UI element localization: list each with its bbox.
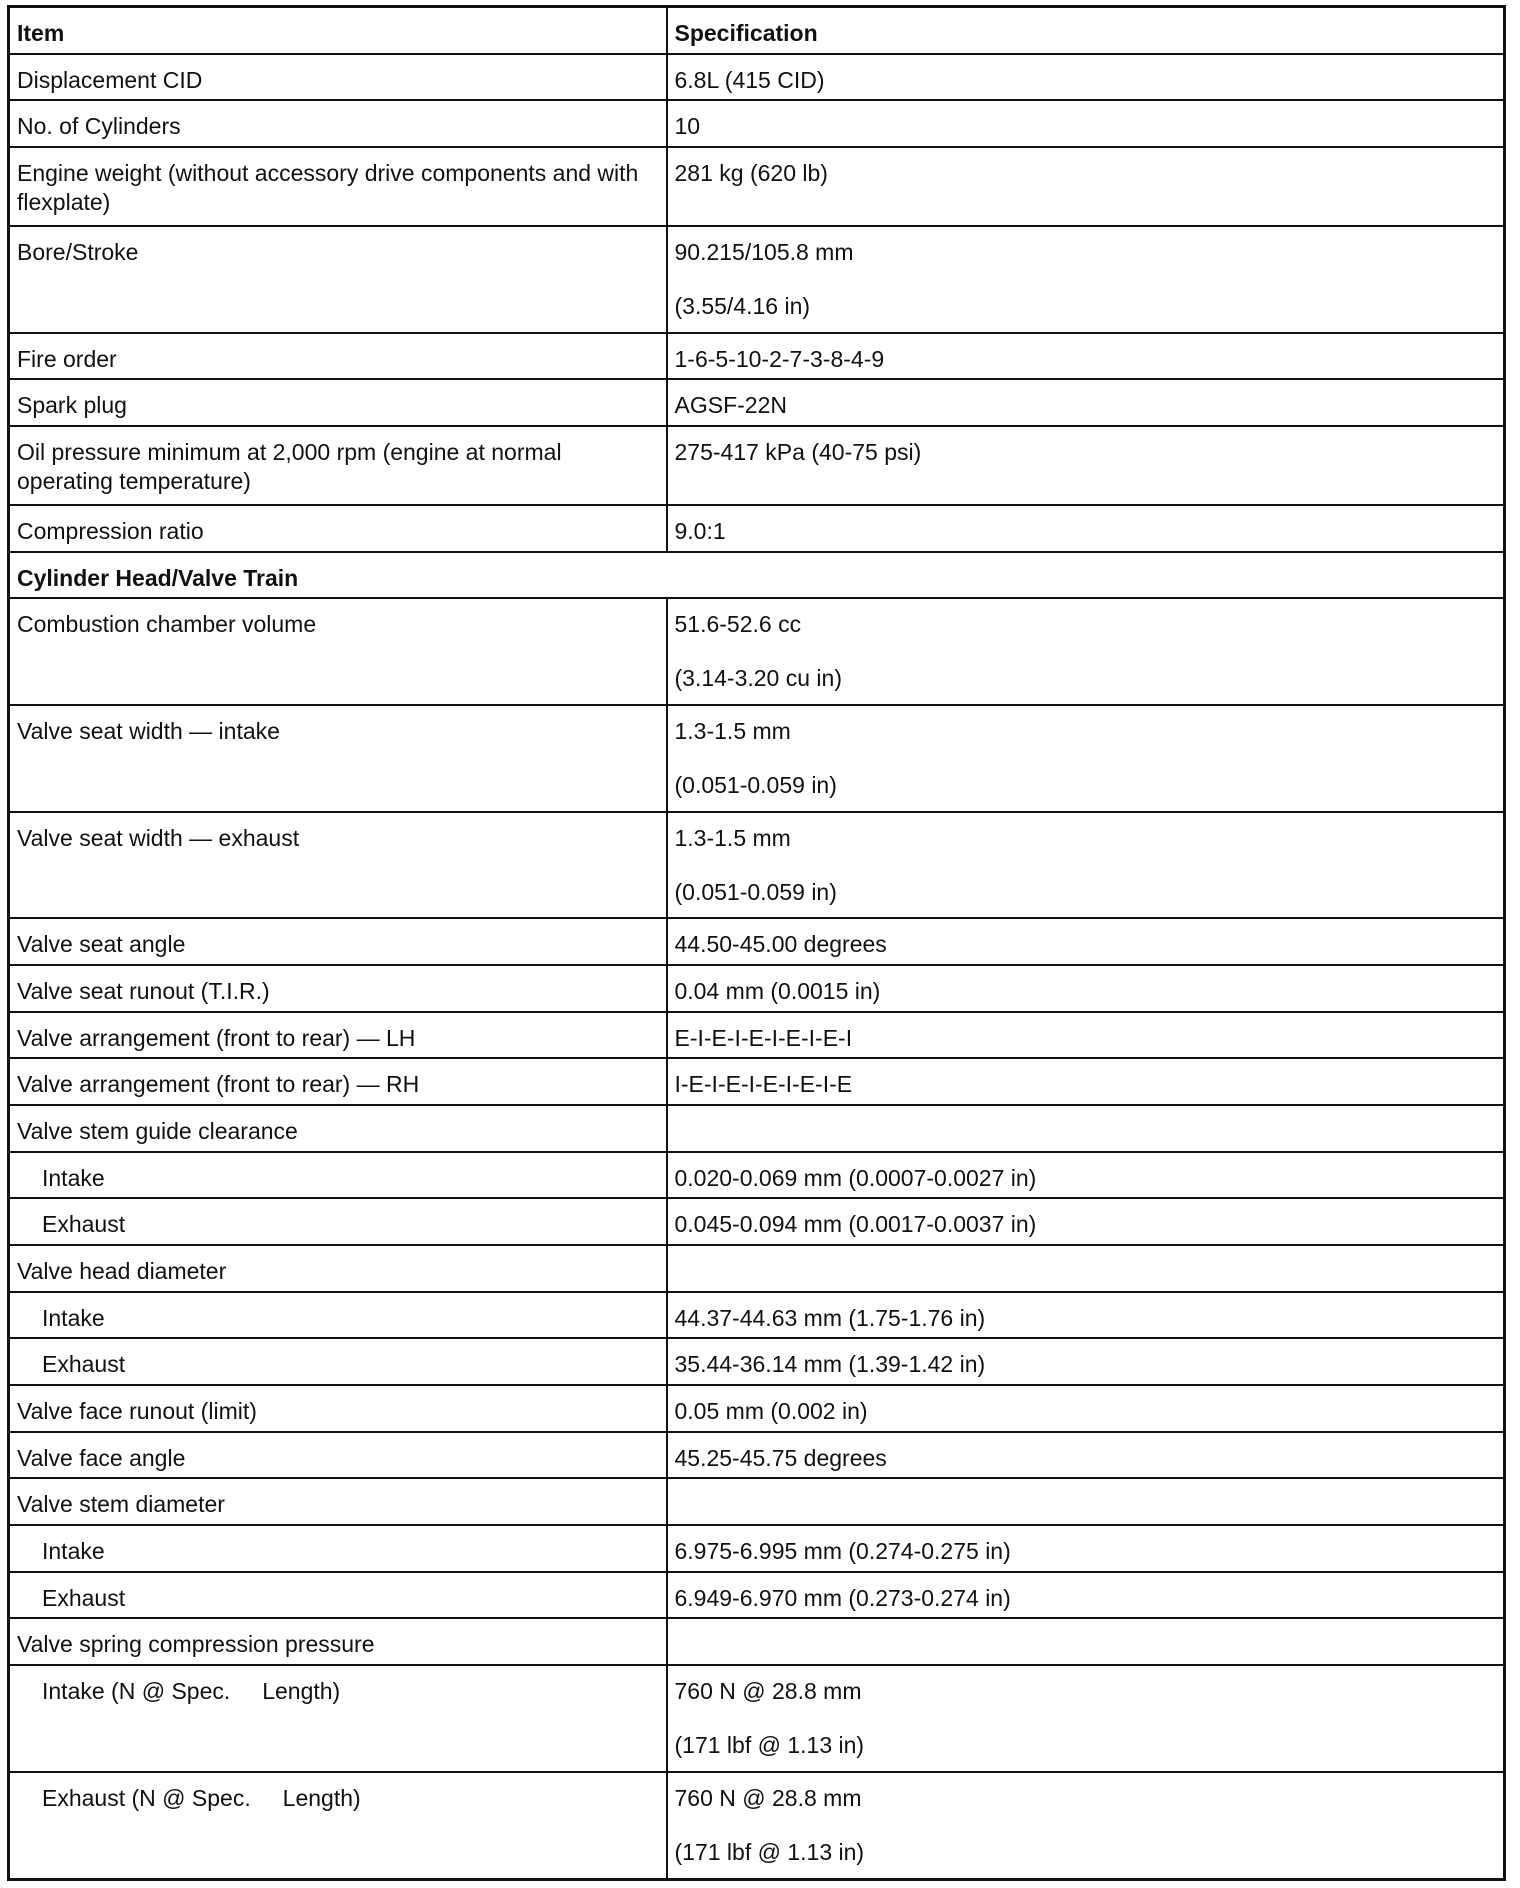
item-cell: Intake (N @ Spec. Length) xyxy=(9,1665,667,1772)
spec-metric: 90.215/105.8 mm xyxy=(674,238,854,265)
table-row xyxy=(9,1105,1505,1152)
item-cell: Displacement CID xyxy=(9,54,667,101)
spec-cell xyxy=(667,812,1505,919)
spec-imperial: (0.051-0.059 in) xyxy=(674,878,837,905)
spec-cell: 35.44-36.14 mm (1.39-1.42 in) xyxy=(667,1338,1505,1385)
spec-metric: 1.3-1.5 mm xyxy=(674,824,791,851)
item-cell: Engine weight (without accessory drive components and with flexplate) xyxy=(9,147,667,226)
spec-cell xyxy=(667,705,1505,812)
table-row xyxy=(9,1432,1505,1479)
spec-cell: E-I-E-I-E-I-E-I-E-I xyxy=(667,1012,1505,1059)
spec-cell xyxy=(667,1478,1505,1525)
section-row xyxy=(9,552,1505,599)
item-cell: Exhaust xyxy=(9,1572,667,1619)
item-cell: Bore/Stroke xyxy=(9,226,667,333)
item-cell: Intake xyxy=(9,1292,667,1339)
spec-cell xyxy=(667,1618,1505,1665)
item-cell: Valve stem guide clearance xyxy=(9,1105,667,1152)
table-row xyxy=(9,1525,1505,1572)
table-row xyxy=(9,226,1505,333)
item-cell: Compression ratio xyxy=(9,505,667,552)
item-cell: Valve head diameter xyxy=(9,1245,667,1292)
spec-cell: 281 kg (620 lb) xyxy=(667,147,1505,226)
spec-cell: 275-417 kPa (40-75 psi) xyxy=(667,426,1505,505)
spec-cell: AGSF-22N xyxy=(667,379,1505,426)
table-row xyxy=(9,812,1505,919)
spec-metric: 760 N @ 28.8 mm xyxy=(674,1784,862,1811)
table-row xyxy=(9,918,1505,965)
spec-metric: 51.6-52.6 cc xyxy=(674,611,802,638)
section-title: Cylinder Head/Valve Train xyxy=(9,552,1505,599)
table-row xyxy=(9,100,1505,147)
spec-table xyxy=(7,5,1506,1881)
item-cell: Valve seat runout (T.I.R.) xyxy=(9,965,667,1012)
spec-cell: 0.04 mm (0.0015 in) xyxy=(667,965,1505,1012)
header-spec: Specification xyxy=(667,7,1505,54)
item-cell: Valve arrangement (front to rear) — RH xyxy=(9,1058,667,1105)
item-cell: Exhaust (N @ Spec. Length) xyxy=(9,1772,667,1880)
table-row xyxy=(9,379,1505,426)
spec-imperial: (0.051-0.059 in) xyxy=(674,771,837,798)
spec-cell xyxy=(667,226,1505,333)
item-cell: Valve face runout (limit) xyxy=(9,1385,667,1432)
item-cell: Exhaust xyxy=(9,1198,667,1245)
spec-cell: 9.0:1 xyxy=(667,505,1505,552)
spec-cell: 45.25-45.75 degrees xyxy=(667,1432,1505,1479)
table-row xyxy=(9,333,1505,380)
table-row xyxy=(9,1478,1505,1525)
spec-cell: 6.949-6.970 mm (0.273-0.274 in) xyxy=(667,1572,1505,1619)
spec-imperial: (171 lbf @ 1.13 in) xyxy=(674,1732,865,1759)
item-cell: Combustion chamber volume xyxy=(9,598,667,705)
table-row xyxy=(9,1058,1505,1105)
spec-imperial: (171 lbf @ 1.13 in) xyxy=(674,1838,865,1865)
item-cell: Valve seat width — exhaust xyxy=(9,812,667,919)
item-cell: Valve arrangement (front to rear) — LH xyxy=(9,1012,667,1059)
spec-cell: 6.8L (415 CID) xyxy=(667,54,1505,101)
table-row xyxy=(9,965,1505,1012)
header-item: Item xyxy=(9,7,667,54)
spec-cell xyxy=(667,1245,1505,1292)
table-row xyxy=(9,1665,1505,1772)
spec-cell xyxy=(667,1665,1505,1772)
item-cell: Exhaust xyxy=(9,1338,667,1385)
item-cell: No. of Cylinders xyxy=(9,100,667,147)
spec-cell: 44.50-45.00 degrees xyxy=(667,918,1505,965)
header-row xyxy=(9,7,1505,54)
item-cell: Intake xyxy=(9,1525,667,1572)
spec-imperial: (3.55/4.16 in) xyxy=(674,292,811,319)
spec-metric: 760 N @ 28.8 mm xyxy=(674,1678,862,1705)
item-cell: Valve stem diameter xyxy=(9,1478,667,1525)
table-row xyxy=(9,1385,1505,1432)
spec-cell: 1-6-5-10-2-7-3-8-4-9 xyxy=(667,333,1505,380)
table-row xyxy=(9,1572,1505,1619)
spec-cell: 10 xyxy=(667,100,1505,147)
item-cell: Oil pressure minimum at 2,000 rpm (engine at normal operating temperature) xyxy=(9,426,667,505)
spec-cell xyxy=(667,1772,1505,1880)
table-row xyxy=(9,1292,1505,1339)
spec-cell: 6.975-6.995 mm (0.274-0.275 in) xyxy=(667,1525,1505,1572)
item-cell: Valve spring compression pressure xyxy=(9,1618,667,1665)
item-cell: Fire order xyxy=(9,333,667,380)
table-row xyxy=(9,147,1505,226)
item-cell: Intake xyxy=(9,1152,667,1199)
spec-imperial: (3.14-3.20 cu in) xyxy=(674,665,842,692)
item-cell: Valve face angle xyxy=(9,1432,667,1479)
table-row xyxy=(9,705,1505,812)
table-row xyxy=(9,1245,1505,1292)
spec-cell xyxy=(667,598,1505,705)
table-row xyxy=(9,54,1505,101)
spec-cell: 44.37-44.63 mm (1.75-1.76 in) xyxy=(667,1292,1505,1339)
spec-table-body xyxy=(9,7,1505,1880)
table-row xyxy=(9,1618,1505,1665)
item-cell: Valve seat angle xyxy=(9,918,667,965)
spec-metric: 1.3-1.5 mm xyxy=(674,717,791,744)
table-row xyxy=(9,1198,1505,1245)
table-row xyxy=(9,1338,1505,1385)
table-row xyxy=(9,1772,1505,1880)
spec-cell: I-E-I-E-I-E-I-E-I-E xyxy=(667,1058,1505,1105)
spec-cell: 0.020-0.069 mm (0.0007-0.0027 in) xyxy=(667,1152,1505,1199)
table-row xyxy=(9,426,1505,505)
table-row xyxy=(9,598,1505,705)
table-row xyxy=(9,1012,1505,1059)
item-cell: Spark plug xyxy=(9,379,667,426)
spec-cell: 0.045-0.094 mm (0.0017-0.0037 in) xyxy=(667,1198,1505,1245)
spec-cell: 0.05 mm (0.002 in) xyxy=(667,1385,1505,1432)
spec-cell xyxy=(667,1105,1505,1152)
item-cell: Valve seat width — intake xyxy=(9,705,667,812)
table-row xyxy=(9,505,1505,552)
table-row xyxy=(9,1152,1505,1199)
